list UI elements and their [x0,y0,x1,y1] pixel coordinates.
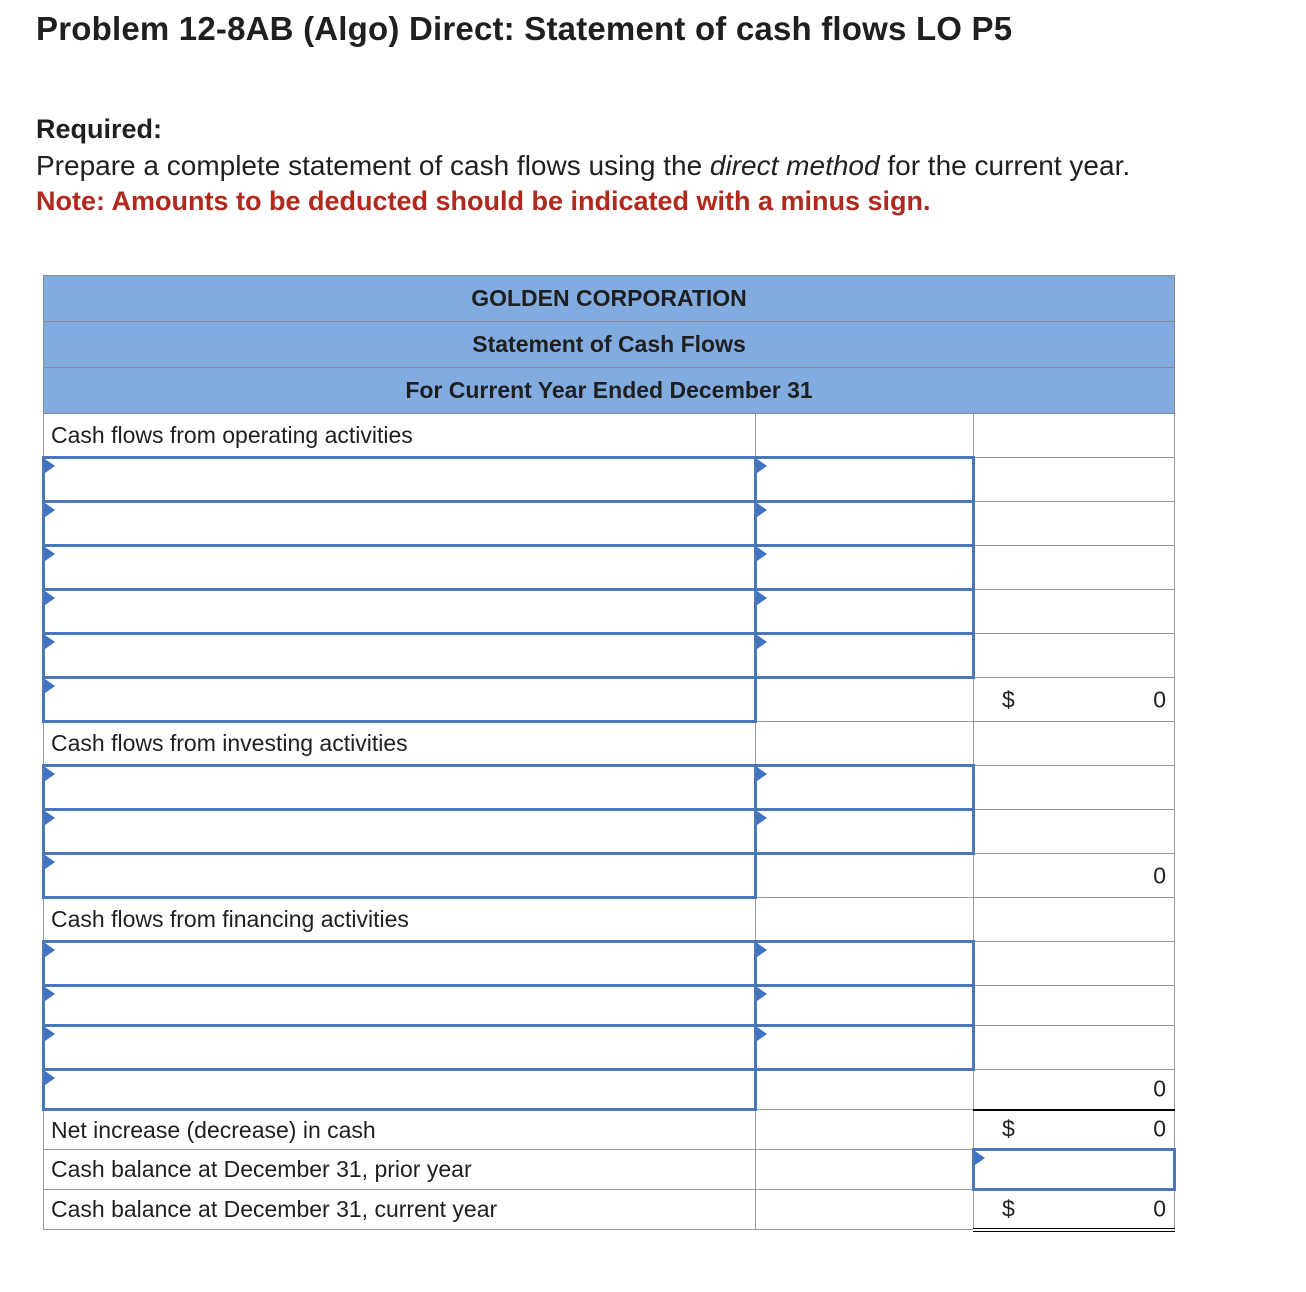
operating-description-input[interactable] [44,590,756,634]
current-balance-cell [974,1190,1175,1230]
net-change-cell [974,1110,1175,1150]
operating-entry-row [44,458,1175,502]
investing-description-input[interactable] [44,766,756,810]
investing-amount-input[interactable] [756,810,974,854]
blank-cell [974,634,1175,678]
prior-balance-row [44,1150,1175,1190]
operating-entry-row [44,546,1175,590]
operating-total-cell [974,678,1175,722]
financing-entry-row [44,942,1175,986]
blank-cell [756,722,974,766]
net-change-label: Net increase (decrease) in cash [44,1110,756,1150]
investing-amount-input[interactable] [756,766,974,810]
operating-heading: Cash flows from operating activities [44,414,756,458]
financing-total-cell [974,1070,1175,1110]
financing-description-input[interactable] [44,1026,756,1070]
prior-balance-label: Cash balance at December 31, prior year [44,1150,756,1190]
operating-total-value: 0 [1153,686,1167,712]
blank-cell [974,986,1175,1026]
prior-balance-amount-input[interactable] [974,1150,1175,1190]
blank-cell [974,590,1175,634]
current-balance-value: 0 [1153,1195,1167,1222]
blank-cell [756,1070,974,1110]
financing-total-value: 0 [1153,1075,1167,1102]
operating-amount-input[interactable] [756,546,974,590]
operating-description-input[interactable] [44,546,756,590]
blank-cell [756,1150,974,1190]
blank-cell [974,458,1175,502]
blank-cell [974,722,1175,766]
financing-total-description-input[interactable] [44,1070,756,1110]
required-text-after: for the current year. [879,150,1131,181]
investing-total-row [44,854,1175,898]
financing-amount-input[interactable] [756,942,974,986]
required-text [36,150,1130,182]
operating-description-input[interactable] [44,502,756,546]
investing-description-input[interactable] [44,810,756,854]
header-statement-row [44,322,1175,368]
operating-description-input[interactable] [44,634,756,678]
dollar-sign: $ [1002,1195,1015,1222]
investing-total-cell [974,854,1175,898]
blank-cell [974,810,1175,854]
operating-entry-row [44,634,1175,678]
investing-total-value: 0 [1153,862,1167,888]
operating-amount-input[interactable] [756,634,974,678]
financing-entry-row [44,986,1175,1026]
financing-entry-row [44,1026,1175,1070]
dollar-sign: $ [1002,1115,1015,1142]
investing-entry-row [44,766,1175,810]
blank-cell [974,546,1175,590]
statement-name: Statement of Cash Flows [44,322,1175,368]
statement-period: For Current Year Ended December 31 [44,368,1175,414]
financing-amount-input[interactable] [756,986,974,1026]
dollar-sign: $ [1002,686,1015,712]
current-balance-row [44,1190,1175,1230]
blank-cell [756,1190,974,1230]
financing-heading: Cash flows from financing activities [44,898,756,942]
investing-entry-row [44,810,1175,854]
required-text-italic: direct method [709,150,880,181]
operating-entry-row [44,502,1175,546]
header-period-row [44,368,1175,414]
blank-cell [974,502,1175,546]
operating-amount-input[interactable] [756,590,974,634]
operating-description-input[interactable] [44,458,756,502]
net-change-value: 0 [1153,1115,1167,1142]
operating-amount-input[interactable] [756,502,974,546]
blank-cell [756,414,974,458]
header-company-row [44,276,1175,322]
operating-total-description-input[interactable] [44,678,756,722]
blank-cell [974,942,1175,986]
page-title: Problem 12-8AB (Algo) Direct: Statement of cash flows LO P5 [36,10,1013,47]
operating-entry-row [44,590,1175,634]
operating-heading-row [44,414,1175,458]
instruction-note: Note: Amounts to be deducted should be indicated with a minus sign. [36,186,931,216]
blank-cell [974,414,1175,458]
investing-heading: Cash flows from investing activities [44,722,756,766]
blank-cell [756,854,974,898]
current-balance-label: Cash balance at December 31, current year [44,1190,756,1230]
operating-amount-input[interactable] [756,458,974,502]
financing-amount-input[interactable] [756,1026,974,1070]
investing-total-description-input[interactable] [44,854,756,898]
net-change-row [44,1110,1175,1150]
company-name: GOLDEN CORPORATION [44,276,1175,322]
financing-description-input[interactable] [44,942,756,986]
operating-total-row [44,678,1175,722]
financing-heading-row [44,898,1175,942]
required-text-before: Prepare a complete statement of cash flows using the [36,150,710,181]
blank-cell [974,898,1175,942]
blank-cell [974,766,1175,810]
investing-heading-row [44,722,1175,766]
blank-cell [756,898,974,942]
blank-cell [756,1110,974,1150]
financing-description-input[interactable] [44,986,756,1026]
financing-total-row [44,1070,1175,1110]
blank-cell [974,1026,1175,1070]
required-label: Required: [36,114,163,144]
cash-flow-statement-table [42,275,1176,1232]
blank-cell [756,678,974,722]
